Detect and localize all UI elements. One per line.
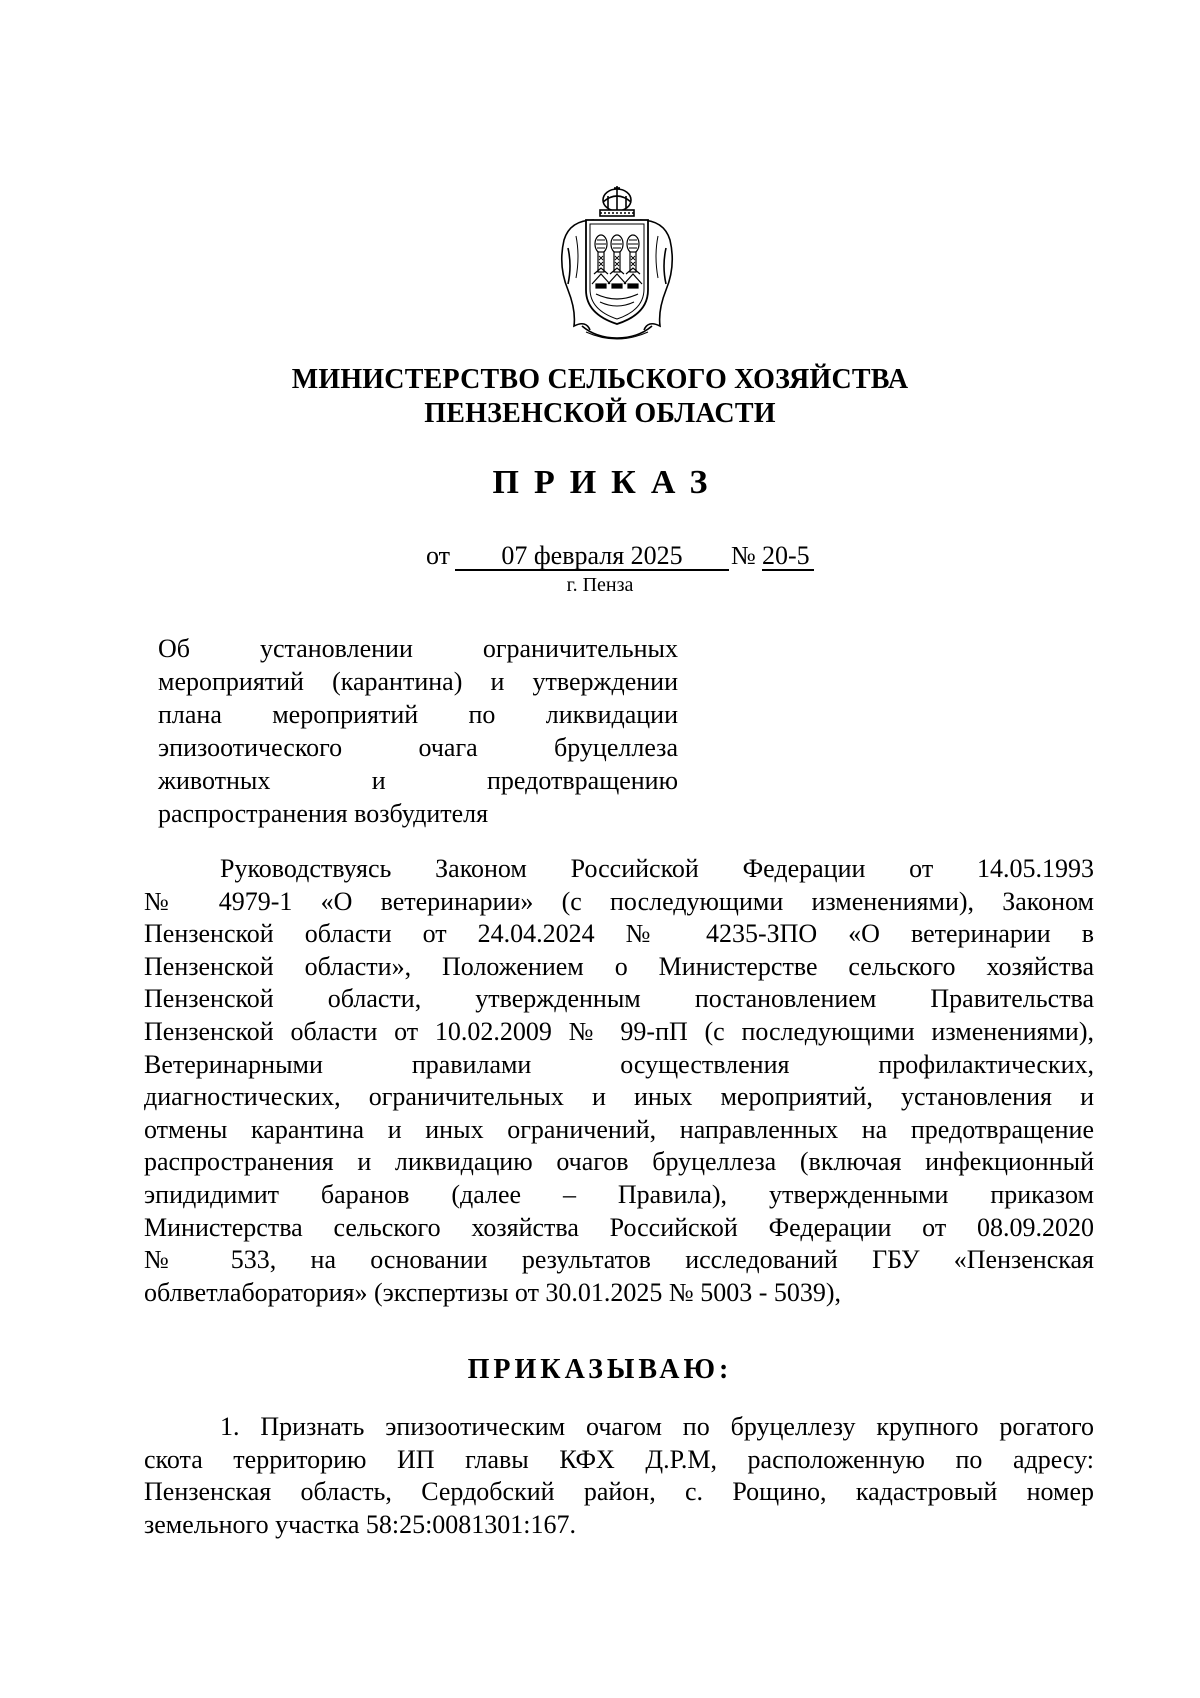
order-date: 07 февраля 2025 — [455, 541, 729, 571]
paragraph-line: № 4979-1 «О ветеринарии» (с последующими изменениями), Законом — [144, 886, 1094, 916]
subject-line: распространения возбудителя — [158, 799, 489, 828]
paragraph-line: Пензенской области от 10.02.2009 № 99-пП (с последующими изменениями), — [144, 1016, 1094, 1046]
paragraph-line: Пензенской области, утвержденным постановлением Правительства — [144, 984, 1094, 1014]
subject-line: плана мероприятий по ликвидации — [158, 700, 678, 729]
order-heading: ПРИКАЗЫВАЮ: — [467, 1354, 733, 1385]
paragraph-line: № 533, на основании результатов исследований ГБУ «Пензенская — [144, 1245, 1094, 1275]
paragraph-line: эпидидимит баранов (далее – Правила), утвержденными приказом — [144, 1179, 1094, 1209]
from-label: от — [426, 541, 451, 570]
subject-line: мероприятий (карантина) и утверждении — [158, 667, 678, 696]
city: г. Пенза — [566, 574, 634, 596]
paragraph-line: Пензенская область, Сердобский район, с. Рощино, кадастровый номер — [144, 1477, 1094, 1507]
order-number: 20-5 — [762, 541, 814, 571]
paragraph-line: скота территорию ИП главы КФХ Д.Р.М, расположенную по адресу: — [144, 1444, 1094, 1474]
paragraph-line: земельного участка 58:25:0081301:167. — [144, 1509, 577, 1539]
basis-paragraph — [144, 853, 1094, 1309]
subject-line: животных и предотвращению — [158, 766, 678, 795]
number-label: № — [731, 541, 756, 570]
paragraph-line: отмены карантина и иных ограничений, направленных на предотвращение — [144, 1114, 1094, 1144]
order-subject — [158, 632, 678, 830]
paragraph-line: распространения и ликвидацию очагов бруцеллеза (включая инфекционный — [144, 1147, 1094, 1177]
paragraph-line: Руководствуясь Законом Российской Федерации от 14.05.1993 — [220, 854, 1094, 883]
paragraph-line: Министерства сельского хозяйства Российской Федерации от 08.09.2020 — [144, 1212, 1094, 1242]
ministry-name-line1: МИНИСТЕРСТВО СЕЛЬСКОГО ХОЗЯЙСТВА — [291, 364, 909, 395]
subject-line: Об установлении ограничительных — [158, 634, 678, 663]
order-item-1 — [144, 1411, 1094, 1541]
ministry-name-line2: ПЕНЗЕНСКОЙ ОБЛАСТИ — [424, 398, 776, 429]
paragraph-line: диагностических, ограничительных и иных мероприятий, установления и — [144, 1082, 1094, 1112]
penza-coat-of-arms-icon — [556, 186, 678, 342]
paragraph-line: 1. Признать эпизоотическим очагом по бруцеллезу крупного рогатого — [220, 1412, 1094, 1441]
subject-line: эпизоотического очага бруцеллеза — [158, 733, 678, 762]
paragraph-line: Ветеринарными правилами осуществления профилактических, — [144, 1049, 1094, 1079]
paragraph-line: Пензенской области от 24.04.2024 № 4235-ЗПО «О ветеринарии в — [144, 919, 1094, 949]
paragraph-line: Пензенской области», Положением о Министерстве сельского хозяйства — [144, 951, 1094, 981]
document-type: ПРИКАЗ — [492, 464, 723, 501]
paragraph-line: облветлаборатория» (экспертизы от 30.01.2025 № 5003 - 5039), — [144, 1277, 842, 1307]
